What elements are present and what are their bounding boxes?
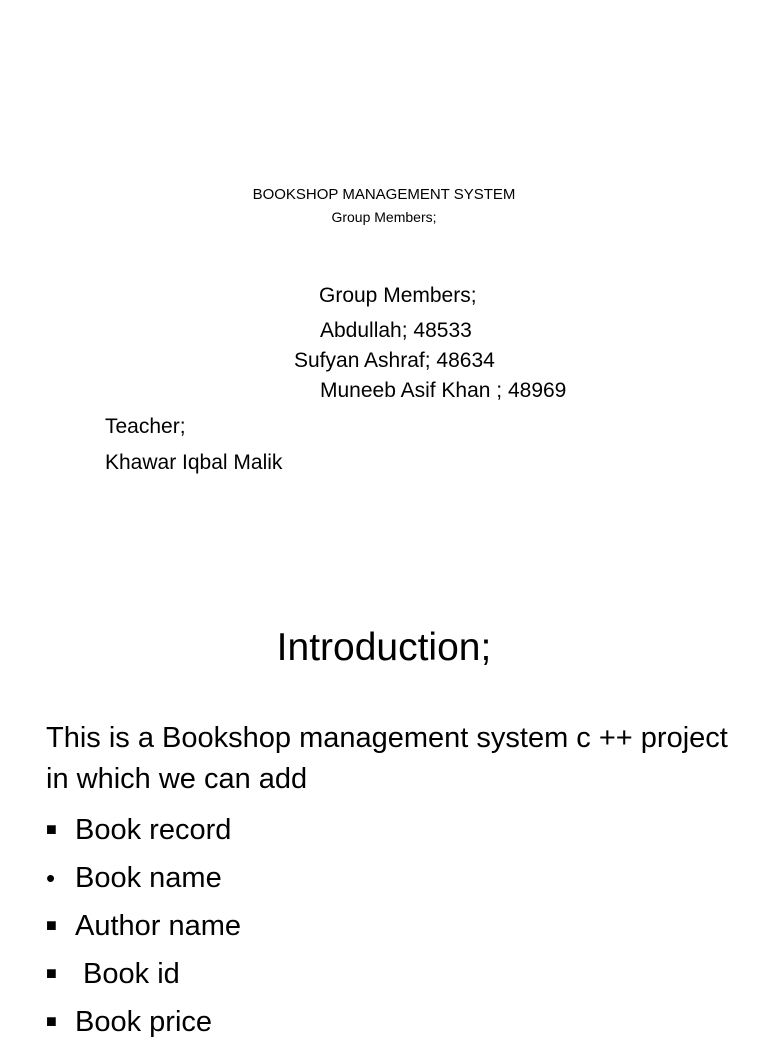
bullet-text: Book price [75, 1005, 213, 1038]
bullet-item [46, 998, 241, 1046]
bullet-text: Book name [75, 861, 222, 894]
bullet-item [46, 902, 241, 950]
bullet-text: Book record [75, 813, 232, 846]
square-bullet-icon [46, 817, 75, 843]
bullet-item [46, 806, 241, 854]
bullet-text: Author name [75, 909, 242, 942]
bullet-item [46, 854, 241, 902]
bullet-item [46, 950, 241, 998]
square-bullet-icon [46, 961, 75, 987]
square-bullet-icon [46, 913, 75, 939]
group-members-heading: Group Members; [319, 284, 477, 307]
feature-bullet-list [46, 806, 241, 1046]
teacher-label: Teacher; [105, 415, 186, 438]
bullet-text: Book id [75, 957, 180, 990]
member-line: Muneeb Asif Khan ; 48969 [320, 379, 567, 402]
member-line: Abdullah; 48533 [320, 319, 472, 342]
square-bullet-icon [46, 1009, 75, 1035]
teacher-name: Khawar Iqbal Malik [105, 451, 283, 474]
intro-paragraph: This is a Bookshop management system c ++ project in which we can add [46, 722, 728, 795]
slide-subtitle: Group Members; [331, 209, 437, 225]
member-line: Sufyan Ashraf; 48634 [294, 349, 495, 372]
dot-bullet-icon [46, 863, 75, 894]
slide-title: BOOKSHOP MANAGEMENT SYSTEM [252, 186, 516, 203]
intro-heading: Introduction; [276, 626, 492, 669]
